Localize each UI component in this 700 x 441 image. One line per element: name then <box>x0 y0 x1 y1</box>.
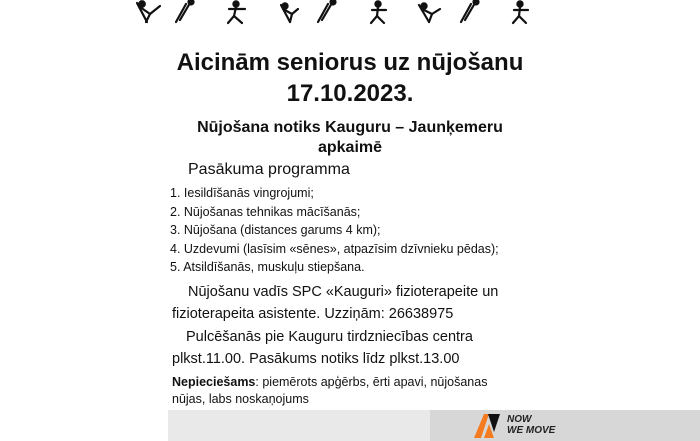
meeting-info-line-1: Pulcēšanās pie Kauguru tirdzniecības centra <box>186 329 473 345</box>
needs-line-1 <box>172 374 487 390</box>
nordic-walker-decoration <box>0 0 700 26</box>
footer-band <box>0 410 700 441</box>
program-list <box>170 184 499 277</box>
needs-line-2: nūjas, labs noskaņojums <box>172 392 309 406</box>
meeting-info-line-2: plkst.11.00. Pasākums notiks līdz plkst.13.00 <box>172 351 460 367</box>
location-line-1: Nūjošana notiks Kauguru – Jaunķemeru <box>197 119 503 136</box>
program-item: 5. Atsildīšanās, muskuļu stiepšana. <box>170 260 365 274</box>
nordic-walker-icon <box>228 1 245 23</box>
slogan-line-1: NOW <box>507 414 532 425</box>
nordic-walker-icon <box>281 3 298 22</box>
nordic-walker-icon <box>513 1 528 23</box>
nordic-walker-icon <box>461 0 479 22</box>
program-item: 1. Iesildīšanās vingrojumi; <box>170 186 314 200</box>
needs-label: Nepieciešams <box>172 375 256 389</box>
program-item: 2. Nūjošanas tehnikas mācīšanās; <box>170 204 361 219</box>
nordic-walker-icon <box>371 1 386 23</box>
nordic-walker-icon <box>137 1 160 22</box>
program-heading: Pasākuma programma <box>188 161 350 178</box>
now-we-move-logo-icon <box>472 410 502 440</box>
needs-text: : piemērots apģērbs, ērti apavi, nūjošanas <box>255 375 488 389</box>
program-item: 4. Uzdevumi (lasīsim «sēnes», atpazīsim dzīvnieku pēdas); <box>170 241 499 256</box>
program-item: 3. Nūjošana (distances garums 4 km); <box>170 223 381 237</box>
leader-info-line-1: Nūjošanu vadīs SPC «Kauguri» fizioterapeite un <box>188 284 499 300</box>
nordic-walker-icon <box>318 0 336 22</box>
footer-band-dark <box>430 410 700 441</box>
leader-info-line-2: fizioterapeita asistente. Uzziņām: 26638975 <box>172 306 454 322</box>
location-line-2: apkaimē <box>317 139 383 156</box>
footer-band-light <box>168 410 468 441</box>
event-date: 17.10.2023. <box>286 80 414 107</box>
page-title: Aicinām seniorus uz nūjošanu <box>176 49 524 76</box>
nordic-walker-icon <box>419 3 440 22</box>
slogan-line-2: WE MOVE <box>507 425 556 436</box>
nordic-walker-icon <box>176 0 194 22</box>
